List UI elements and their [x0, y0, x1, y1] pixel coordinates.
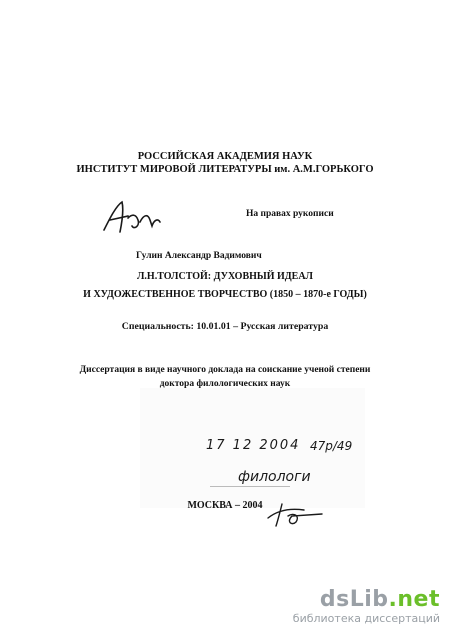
- dslib-watermark: [293, 589, 440, 624]
- watermark-brand-right: .net: [388, 587, 440, 612]
- rights-note: На правах рукописи: [246, 209, 334, 219]
- watermark-brand: [293, 589, 440, 611]
- handwritten-word: филологи: [238, 469, 311, 485]
- watermark-subtitle: библиотека диссертаций: [292, 612, 440, 625]
- author-name: Гулин Александр Вадимович: [136, 251, 262, 261]
- watermark-brand-left: dsLib: [319, 587, 389, 612]
- handwritten-underline: [210, 486, 290, 487]
- title-line-2: И ХУДОЖЕСТВЕННОЕ ТВОРЧЕСТВО (1850 – 1870-е ГОДЫ): [83, 289, 367, 300]
- signature-top: [98, 196, 164, 238]
- handwritten-number: 47р/49: [310, 439, 353, 453]
- signature-bottom: [264, 498, 328, 530]
- academy-name: РОССИЙСКАЯ АКАДЕМИЯ НАУК: [137, 151, 313, 162]
- dissertation-line-1: Диссертация в виде научного доклада на соискание ученой степени: [79, 365, 371, 375]
- place-year: МОСКВА – 2004: [187, 500, 263, 511]
- handwritten-date: 17 12 2004: [206, 438, 301, 453]
- dissertation-line-2: доктора филологических наук: [159, 379, 291, 389]
- institute-name: ИНСТИТУТ МИРОВОЙ ЛИТЕРАТУРЫ им. А.М.ГОРЬКОГО: [76, 164, 374, 175]
- specialty: Специальность: 10.01.01 – Русская литература: [121, 321, 329, 332]
- title-line-1: Л.Н.ТОЛСТОЙ: ДУХОВНЫЙ ИДЕАЛ: [136, 271, 314, 282]
